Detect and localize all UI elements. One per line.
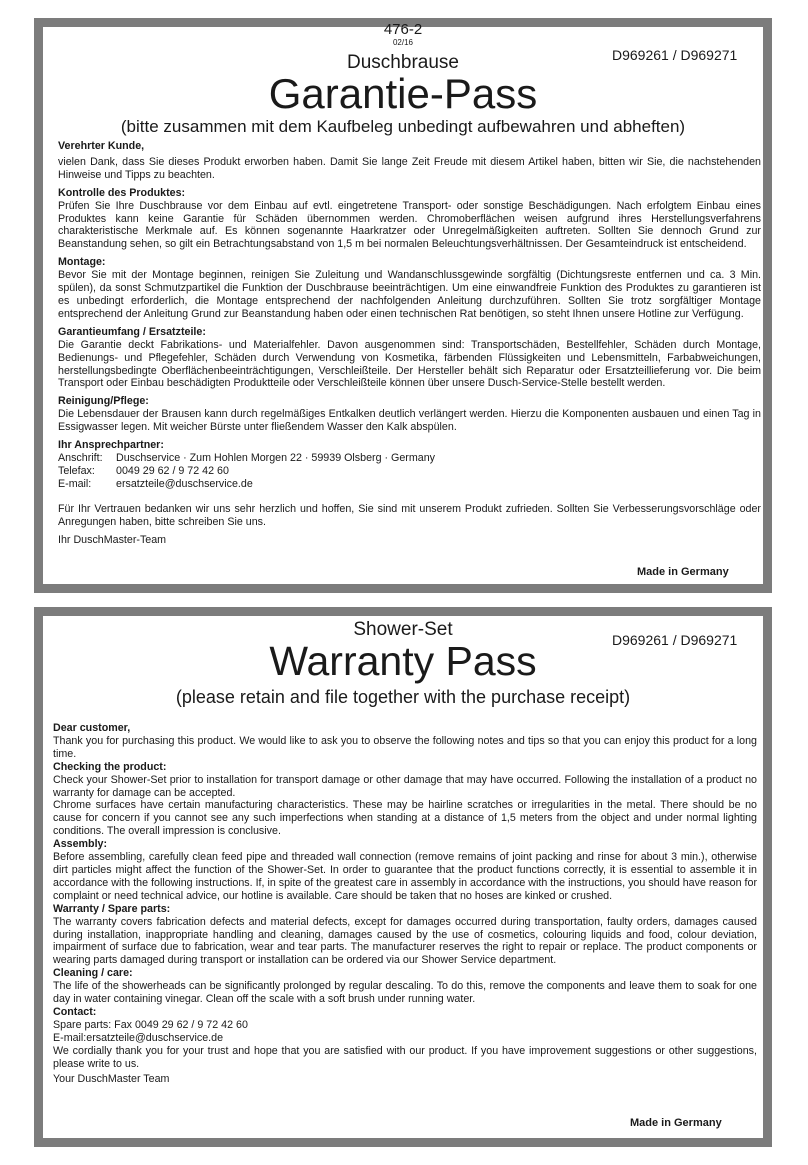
email-line[interactable]: E-mail:ersatzteile@duschservice.de bbox=[53, 1031, 224, 1044]
signature: Ihr DuschMaster-Team bbox=[58, 534, 167, 547]
salutation-text: Thank you for purchasing this product. We would like to ask you to observe the following notes and tips so that you can enjoy this product for a long time. bbox=[53, 734, 757, 760]
made-in-label: Made in Germany bbox=[630, 1117, 722, 1129]
english-warranty-panel bbox=[34, 607, 772, 1147]
closing-text: We cordially thank you for your trust and hope that you are satisfied with our product. If you have improvement suggestions or other suggestions, please write to us. bbox=[53, 1044, 757, 1070]
cleaning-heading: Reinigung/Pflege: bbox=[58, 395, 149, 408]
email-row bbox=[58, 478, 761, 491]
cleaning-heading: Cleaning / care: bbox=[53, 967, 133, 980]
warranty-heading: Warranty / Spare parts: bbox=[53, 902, 171, 915]
fax-label: Telefax: bbox=[58, 464, 95, 477]
page-title: Garantie-Pass bbox=[268, 70, 538, 117]
salutation-text: vielen Dank, dass Sie dieses Produkt erworben haben. Damit Sie lange Zeit Freude mit diesem Artikel haben, bitten wir Sie, die nachstehenden Hinweise und Tipps zu beachten. bbox=[58, 155, 761, 181]
salutation-heading: Verehrter Kunde, bbox=[58, 140, 145, 152]
warranty-heading: Garantieumfang / Ersatzteile: bbox=[58, 325, 206, 338]
spare-parts-line: Spare parts: Fax 0049 29 62 / 9 72 42 60 bbox=[53, 1018, 248, 1031]
german-warranty-panel bbox=[34, 18, 772, 593]
contact-heading: Contact: bbox=[53, 1005, 97, 1018]
english-body bbox=[53, 722, 757, 1086]
fax-value: 0049 29 62 / 9 72 42 60 bbox=[116, 464, 229, 477]
assembly-text: Bevor Sie mit der Montage beginnen, reinigen Sie Zuleitung und Wandanschlussgewinde sorgfältig (Dichtungsreste entfernen und ca. 3 Min. spülen), da sonst Schmutzpartikel die Funktion der Duschbrause beeinträchtigen. Um eine einwandfreie Funktion des Produktes zu garantieren ist es unbedingt erforderlich, die Montage entsprechend der nachfolgenden Anleitung durchzuführen. Sollten Sie trotz sorgfältiger Montage entsprechend der Anleitung Grund zur Beanstandung haben oder einen technischen Rat benötigen, so steht Ihnen unsere Hotline zur Verfügung. bbox=[58, 269, 761, 320]
assembly-text: Before assembling, carefully clean feed pipe and threaded wall connection (remove remains of joint packing and rinse for about 3 min.), otherwise dirt particles might affect the function of the Shower-Set. In order to guarantee that the product functions correctly, it is essential to assemble it in accordance with the following instructions. If, in spite of the greatest care in assembly in accordance with the instructions, you should have reason for complaint or need technical advice, our hotline is available. Care should be taken that no hoses are kinked or crushed. bbox=[53, 851, 757, 902]
check-heading: Checking the product: bbox=[53, 760, 167, 773]
assembly-heading: Assembly: bbox=[53, 838, 108, 851]
warranty-text: The warranty covers fabrication defects and material defects, except for damages occurred during transportation, faulty orders, damages caused during installation, inappropriate handling and cleaning, damages caused by the use of cosmetics, colouring liquids and food, colour deviation, impairment of surface due to fabrication, wear and tear parts. The manufacturer reserves the right to repair or replace. The product components or wearing parts damaged during transport or installation can be ordered via our Shower Service department. bbox=[53, 915, 757, 967]
german-body bbox=[58, 140, 761, 547]
made-in-label: Made in Germany bbox=[637, 566, 729, 578]
closing-text: Für Ihr Vertrauen bedanken wir uns sehr herzlich und hoffen, Sie sind mit unserem Produkt zufrieden. Sollten Sie Verbesserungsvorschläge oder Anregungen haben, bitte schreiben Sie uns. bbox=[58, 502, 761, 528]
article-numbers: D969261 / D969271 bbox=[612, 47, 738, 63]
check-text-1: Check your Shower-Set prior to installation for transport damage or other damage that may have occurred. Following the installation of a product no warranty for damage can be accepted. bbox=[53, 773, 757, 799]
page-subtitle: (bitte zusammen mit dem Kaufbeleg unbedingt aufbewahren und abheften) bbox=[120, 117, 686, 136]
address-label: Anschrift: bbox=[58, 451, 103, 464]
warranty-text: Die Garantie deckt Fabrikations- und Materialfehler. Davon ausgenommen sind: Transportschäden, Bestellfehler, Schäden durch Montage, Bedienungs- und Pflegefehler, Schäden durch Verwendung von Kosmetika, färbenden Flüssigkeiten und Lebensmitteln, Farbabweichungen, herstellungsbedingte Oberflächenbeeinträchtigungen, Verschleißteile. Der Hersteller behält sich Reparatur oder Ersatzteillieferung vor. Die beim Transport oder Einbau beschädigten Produktteile oder Verschleißteile können über unsere Dusch-Service-Stelle bestellt werden. bbox=[58, 338, 761, 390]
email-label: E-mail: bbox=[58, 477, 92, 490]
address-value: Duschservice · Zum Hohlen Morgen 22 · 59939 Olsberg · Germany bbox=[116, 451, 435, 464]
product-name: Shower-Set bbox=[353, 619, 453, 640]
address-row bbox=[58, 452, 761, 465]
check-heading: Kontrolle des Produktes: bbox=[58, 186, 186, 199]
document-code: 476-2 bbox=[383, 21, 423, 38]
email-value[interactable]: ersatzteile@duschservice.de bbox=[116, 477, 253, 490]
cleaning-text: The life of the showerheads can be significantly prolonged by regular descaling. To do this, remove the components and leave them to soak for one day in water containing vinegar. Clean off the scale with a soft brush under running water. bbox=[53, 980, 757, 1006]
contact-heading: Ihr Ansprechpartner: bbox=[58, 439, 164, 452]
check-text: Prüfen Sie Ihre Duschbrause vor dem Einbau auf evtl. eingetretene Transport- oder sonstige Beschädigungen. Nach erfolgtem Einbau eines Produktes kann keine Garantie für Schäden übernommen werden. Chromoberflächen weisen aufgrund ihres Herstellungsverfahrens charakteristische Merkmale auf. Es können sogenannte Haarkratzer oder Unregelmäßigkeiten auftreten. Sollten Sie dennoch Grund zur Beanstandung sehen, so gilt ein Betrachtungsabstand von 1,5 m bei normalen Beleuchtungsverhältnissen. Der Gesamteindruck ist entscheidend. bbox=[58, 199, 761, 251]
document-date: 02/16 bbox=[392, 38, 414, 47]
cleaning-text: Die Lebensdauer der Brausen kann durch regelmäßiges Entkalken deutlich verlängert werden. Hierzu die Komponenten ausbauen und einen Tag in Essigwasser legen. Mit weicher Bürste unter fließendem Wasser den Kalk abspülen. bbox=[58, 408, 761, 434]
check-text-2: Chrome surfaces have certain manufacturing characteristics. These may be hairline scratches or irregularities in the metal. There should be no cause for concern if you cannot see any such imperfections when standing at a distance of 1,5 meters from the object and under normal lighting conditions. The overall impression is conclusive. bbox=[53, 799, 757, 838]
signature: Your DuschMaster Team bbox=[53, 1073, 170, 1086]
product-name: Duschbrause bbox=[347, 52, 459, 73]
fax-row bbox=[58, 465, 761, 478]
assembly-heading: Montage: bbox=[58, 256, 106, 269]
page-subtitle: (please retain and file together with the purchase receipt) bbox=[175, 687, 631, 707]
salutation-heading: Dear customer, bbox=[53, 722, 131, 734]
article-numbers: D969261 / D969271 bbox=[612, 632, 738, 648]
page-title: Warranty Pass bbox=[269, 638, 537, 684]
